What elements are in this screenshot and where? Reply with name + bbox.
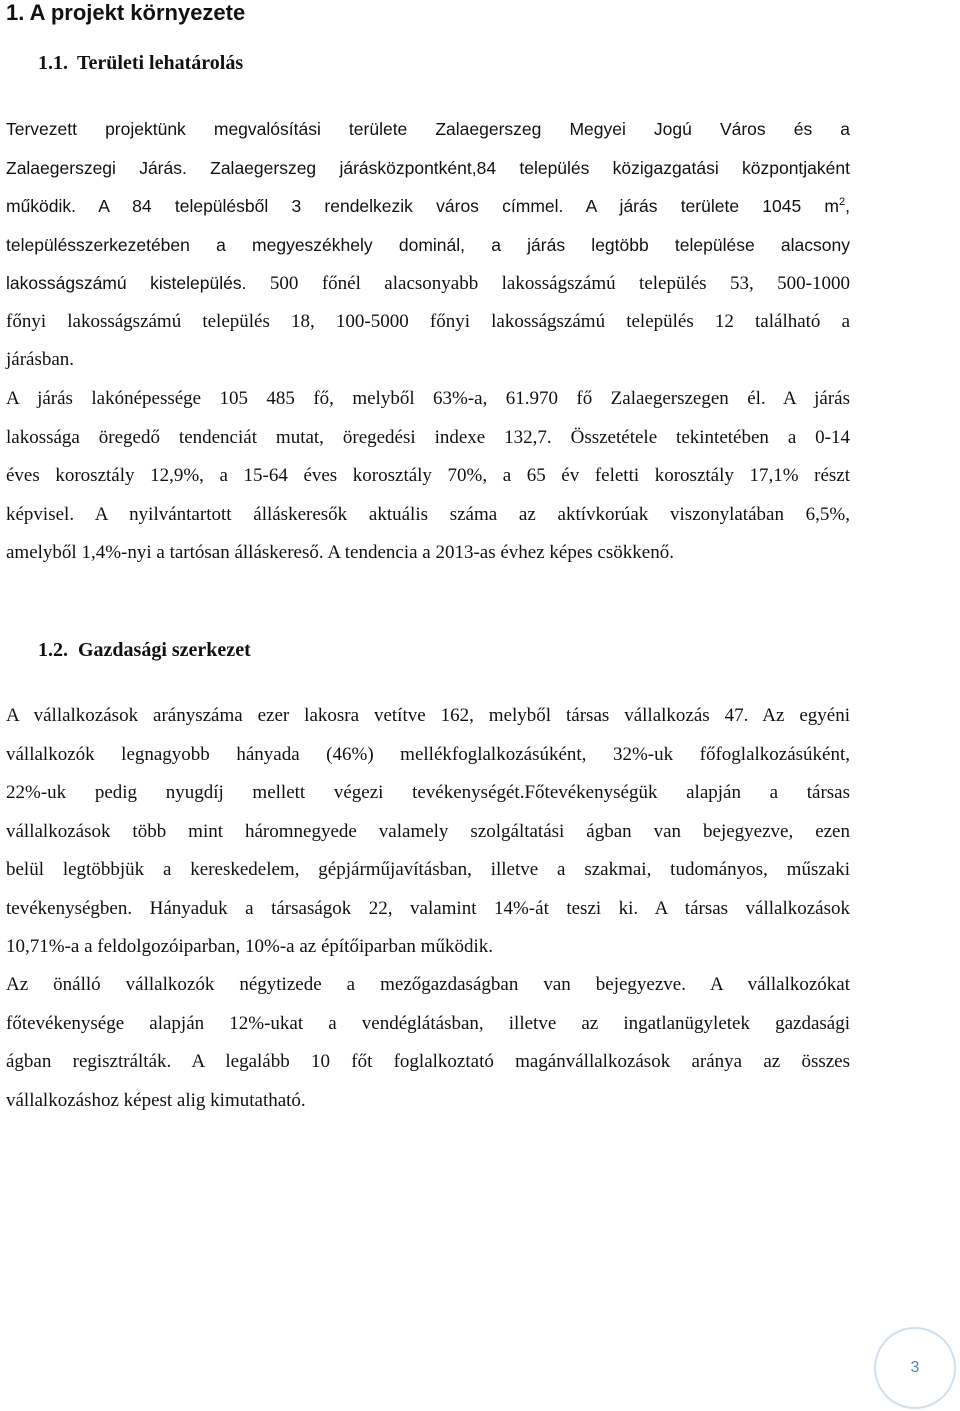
text-run: A járás: [783, 388, 850, 409]
text-run: A járás lakónépessége 105 485 fő, melyből 63%-a, 61.970 fő Zalaegerszegen él.: [6, 388, 766, 409]
text-run: A társas vállalkozások: [654, 897, 851, 919]
text-run: A járás területe 1045 m: [585, 196, 839, 216]
paragraph-location: [6, 110, 850, 380]
superscript: 2: [839, 196, 846, 209]
text-line: [6, 697, 850, 736]
text-line: vállalkozók legnagyobb hányada (46%) mellékfoglalkozásúként, 32%-uk főfoglalkozásúként,: [6, 743, 850, 765]
section-number: 1.1.: [38, 52, 68, 74]
text-run: A vállalkozások arányszáma ezer lakosra vetítve 162, melyből társas vállalkozás 47.: [6, 705, 749, 726]
text-line: [6, 187, 850, 226]
text-line: Tervezett projektünk megvalósítási területe Zalaegerszeg Megyei Jogú Város és a: [6, 119, 850, 139]
text-run: képvisel.: [6, 503, 75, 525]
section-heading-1-1: [38, 50, 243, 76]
text-line: vállalkozások több mint háromnegyede valamely szolgáltatási ágban van bejegyezve, ezen: [6, 820, 850, 842]
text-run: A nyilvántartott álláskeresők aktuális száma az aktívkorúak viszonylatában 6,5%,: [94, 503, 851, 525]
text-run: tevékenységben.: [6, 897, 133, 919]
text-line: főtevékenysége alapján 12%-ukat a vendéglátásban, illetve az ingatlanügyletek gazdasági: [6, 1012, 850, 1034]
text-line: [6, 380, 850, 419]
text-run: Főtevékenységük alapján a társas: [524, 782, 850, 803]
text-line: vállalkozáshoz képest alig kimutatható.: [6, 1089, 306, 1111]
text-line: éves korosztály 12,9%, a 15-64 éves korosztály 70%, a 65 év feletti korosztály 17,1% részt: [6, 465, 850, 486]
text-run: működik. A 84 településből 3 rendelkezik város címmel.: [6, 196, 564, 216]
text-line: 10,71%-a a feldolgozóiparban, 10%-a az építőiparban működik.: [6, 936, 493, 957]
section-number: 1.2.: [38, 639, 68, 661]
paragraph-economy: [6, 697, 850, 967]
chapter-heading: 1. A projekt környezete: [6, 0, 246, 25]
text-run: Összetétele tekintetében a 0-14: [570, 426, 851, 448]
text-line: [6, 419, 850, 458]
section-heading-1-2: [38, 637, 251, 663]
page-number-badge: [874, 1327, 956, 1409]
text-line: amelyből 1,4%-nyi a tartósan álláskereső. A tendencia a 2013-as évhez képes csökkenő.: [6, 542, 674, 563]
text-line: településszerkezetében a megyeszékhely dominál, a járás legtöbb települése alacsony: [6, 234, 850, 255]
text-line: Az önálló vállalkozók négytizede a mezőgazdaságban van bejegyezve. A vállalkozókat: [6, 974, 850, 995]
text-line: járásban.: [6, 349, 75, 370]
text-run: 500 főnél alacsonyabb lakosságszámú település 53, 500-1000: [269, 273, 851, 294]
paragraph-enterprises: [6, 966, 850, 1120]
text-line: [6, 264, 850, 303]
text-run: lakosságszámú kistelepülés.: [6, 273, 247, 293]
text-run: Az egyéni: [762, 705, 850, 726]
section-title: Területi lehatárolás: [77, 52, 244, 74]
page-number: 3: [910, 1359, 920, 1376]
paragraph-population: [6, 380, 850, 573]
text-run: ,: [845, 196, 850, 216]
text-line: [6, 774, 850, 813]
text-run: lakossága öregedő tendenciát mutat, öregedési indexe 132,7.: [6, 426, 552, 448]
text-run: Hányaduk a társaságok 22, valamint 14%-át teszi ki.: [149, 897, 639, 919]
text-line: főnyi lakosságszámú település 18, 100-5000 főnyi lakosságszámú település 12 található a: [6, 310, 850, 332]
section-title: Gazdasági szerkezet: [78, 639, 251, 661]
text-run: 22%-uk pedig nyugdíj mellett végezi tevékenységét.: [6, 782, 525, 803]
text-line: ágban regisztrálták. A legalább 10 főt foglalkoztató magánvállalkozások aránya az összes: [6, 1051, 850, 1072]
text-line: belül legtöbbjük a kereskedelem, gépjárműjavításban, illetve a szakmai, tudományos, műszaki: [6, 859, 850, 880]
text-line: Zalaegerszegi Járás. Zalaegerszeg járásközpontként,84 település közigazgatási központjaként: [6, 157, 850, 178]
text-line: [6, 496, 850, 535]
text-line: [6, 890, 850, 929]
